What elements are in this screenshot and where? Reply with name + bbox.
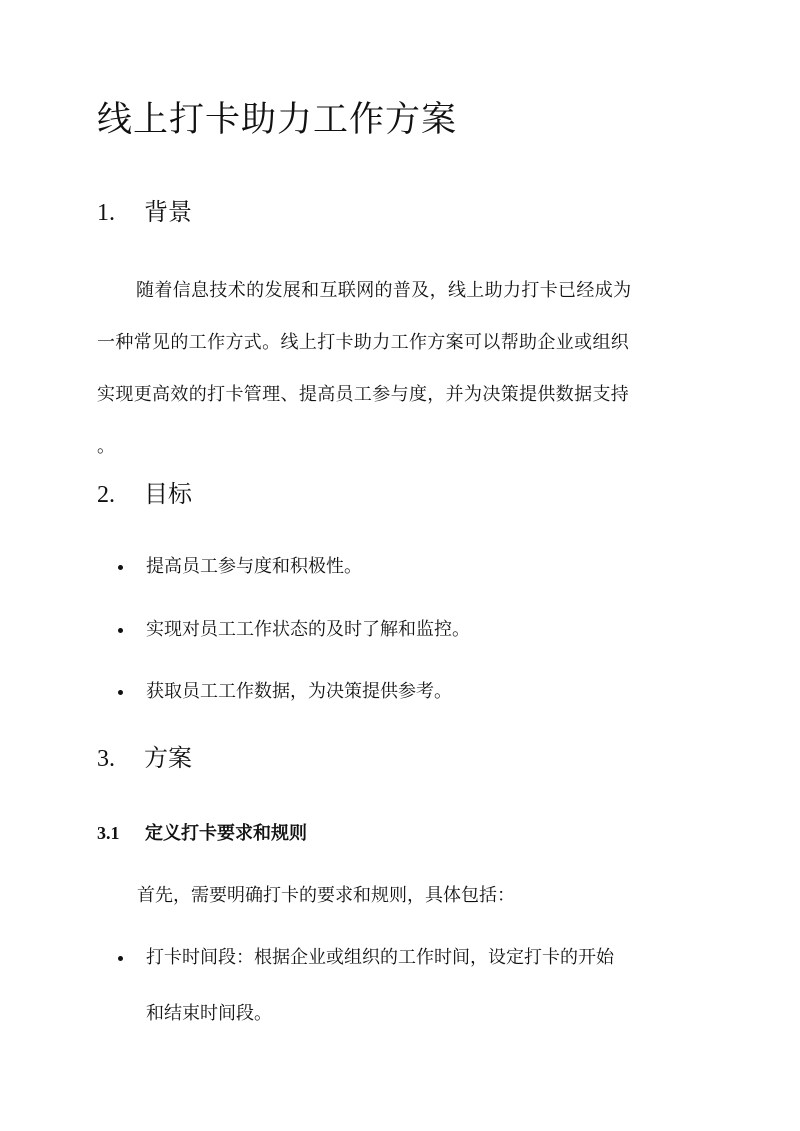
bullet-icon (118, 628, 123, 633)
subsection-number: 3.1 (97, 823, 120, 843)
paragraph-line: 实现更高效的打卡管理、提高员工参与度，并为决策提供数据支持 (97, 384, 630, 405)
list-item-line: 打卡时间段：根据企业或组织的工作时间，设定打卡的开始 (146, 947, 614, 968)
section-heading-plan (97, 741, 192, 776)
section-title: 方案 (144, 744, 192, 772)
section-number: 3. (97, 746, 115, 772)
section-heading-goals (97, 477, 192, 512)
paragraph-line: 一种常见的工作方式。线上打卡助力工作方案可以帮助企业或组织 (97, 332, 630, 353)
bullet-icon (118, 690, 123, 695)
section-title: 目标 (144, 480, 192, 508)
background-paragraph (97, 265, 697, 473)
list-item-text (146, 930, 614, 1042)
document-title: 线上打卡助力工作方案 (97, 100, 458, 140)
section-heading-background (97, 195, 192, 230)
paragraph-line: 随着信息技术的发展和互联网的普及，线上助力打卡已经成为 (136, 280, 632, 301)
list-item-text: 获取员工工作数据，为决策提供参考。 (146, 681, 452, 702)
list-item-text: 提高员工参与度和积极性。 (146, 556, 362, 577)
section-number: 1. (97, 200, 115, 226)
section-title: 背景 (144, 198, 192, 226)
section-number: 2. (97, 482, 115, 508)
subsection-intro: 首先，需要明确打卡的要求和规则，具体包括： (137, 885, 515, 906)
paragraph-line: 。 (97, 436, 116, 457)
bullet-icon (118, 956, 123, 961)
list-item-line: 和结束时间段。 (146, 1003, 272, 1024)
list-item-text: 实现对员工工作状态的及时了解和监控。 (146, 619, 470, 640)
subsection-title: 定义打卡要求和规则 (145, 823, 307, 844)
bullet-icon (118, 565, 123, 570)
subsection-heading (97, 819, 307, 848)
